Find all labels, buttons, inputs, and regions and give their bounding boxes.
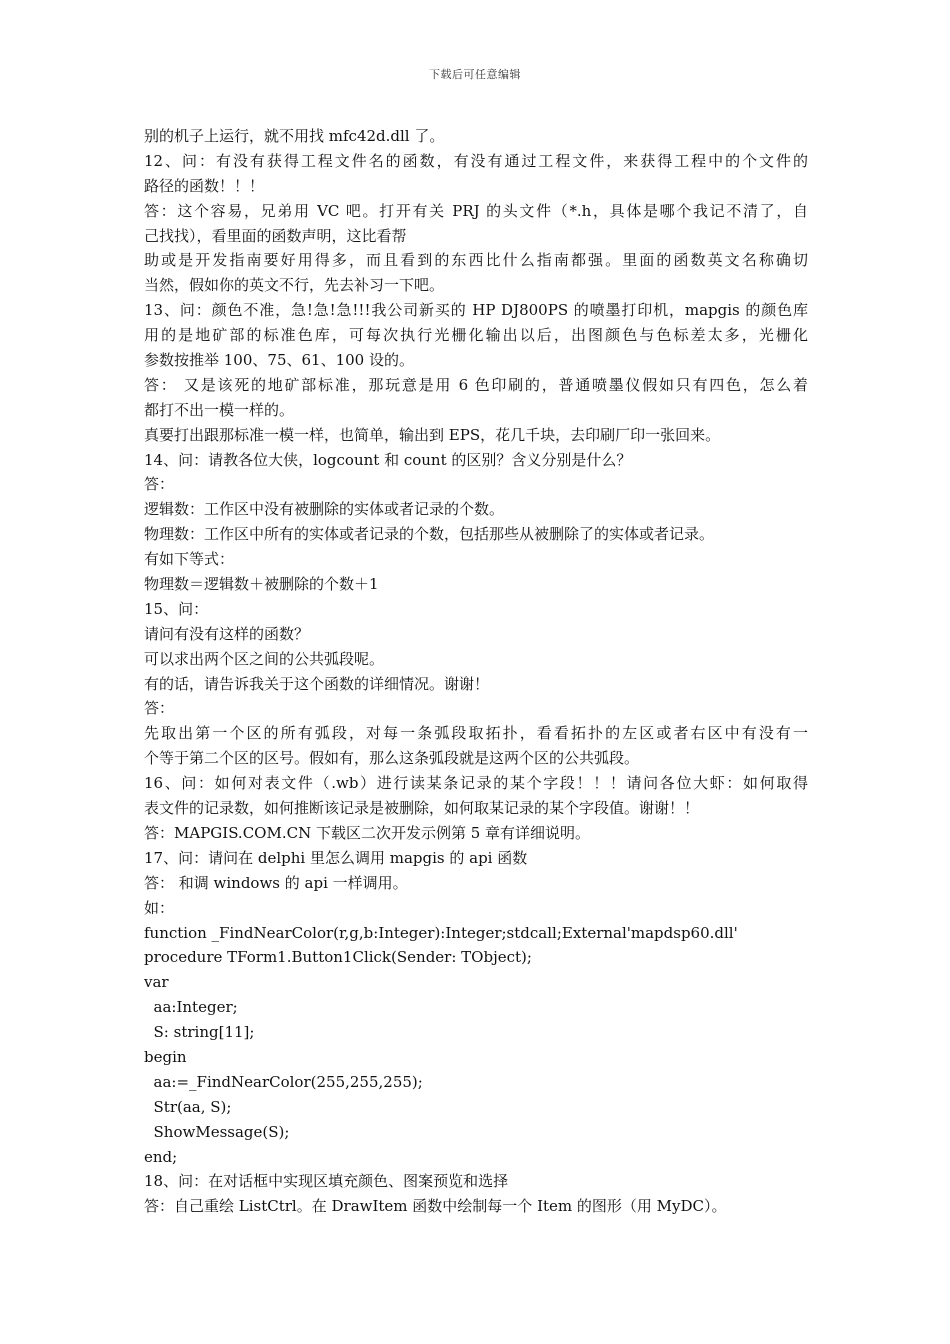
document-body <box>144 124 808 1219</box>
text-line: 17、问：请问在 delphi 里怎么调用 mapgis 的 api 函数 <box>144 848 528 867</box>
text-line: 表文件的记录数，如何推断该记录是被删除，如何取某记录的某个字段值。谢谢！！ <box>144 799 700 818</box>
code-line: procedure TForm1.Button1Click(Sender: TObject); <box>144 948 532 967</box>
text-line: 先取出第一个区的所有弧段，对每一条弧段取拓扑，看看拓扑的左区或者右区中有没有一 <box>144 724 808 743</box>
text-line: 13、问：颜色不准，急!急!急!!!我公司新买的 HP DJ800PS 的喷墨打印机，mapgis 的颜色库 <box>144 301 808 320</box>
text-line: 答： <box>144 475 175 494</box>
text-line: 答： 和调 windows 的 api 一样调用。 <box>144 873 408 892</box>
code-line: ShowMessage(S); <box>144 1122 290 1141</box>
text-line: 答：MAPGIS.COM.CN 下载区二次开发示例第 5 章有详细说明。 <box>144 823 591 842</box>
text-line: 答：自己重绘 ListCtrl。在 DrawItem 函数中绘制每一个 Item 的图形（用 MyDC）。 <box>144 1197 727 1216</box>
code-line: var <box>144 973 169 992</box>
text-line: 答： <box>144 699 175 718</box>
text-line: 己找找），看里面的函数声明，这比看帮 <box>144 226 407 245</box>
code-line: aa:Integer; <box>144 998 238 1017</box>
text-line: 物理数＝逻辑数＋被删除的个数＋1 <box>144 575 379 594</box>
text-line: 参数按推举 100、75、61、100 设的。 <box>144 351 414 370</box>
text-line: 真要打出跟那标准一模一样，也简单，输出到 EPS，花几千块，去印刷厂印一张回来。 <box>144 425 721 444</box>
code-line: end; <box>144 1147 178 1166</box>
text-line: 逻辑数：工作区中没有被删除的实体或者记录的个数。 <box>144 500 505 519</box>
text-line: 别的机子上运行，就不用找 mfc42d.dll 了。 <box>144 127 445 145</box>
text-line: 18、问：在对话框中实现区填充颜色、图案预览和选择 <box>144 1172 509 1191</box>
code-line: aa:=_FindNearColor(255,255,255); <box>144 1072 423 1091</box>
text-line: 16、问：如何对表文件（.wb）进行读某条记录的某个字段！！！请问各位大虾：如何取得 <box>144 774 808 793</box>
text-line: 有的话，请告诉我关于这个函数的详细情况。谢谢！ <box>144 674 490 693</box>
text-line: 可以求出两个区之间的公共弧段呢。 <box>144 649 385 668</box>
page-header: 下载后可任意编辑 <box>429 68 521 81</box>
text-line: 14、问：请教各位大侠，logcount 和 count 的区别？含义分别是什么？ <box>144 450 632 469</box>
code-line: Str(aa, S); <box>144 1097 232 1116</box>
code-line: S: string[11]; <box>144 1023 255 1042</box>
text-line: 如： <box>144 898 175 917</box>
text-line: 用的是地矿部的标准色库，可每次执行光栅化输出以后，出图颜色与色标差太多，光栅化 <box>144 326 808 345</box>
text-line: 当然，假如你的英文不行，先去补习一下吧。 <box>144 276 445 295</box>
text-line: 物理数：工作区中所有的实体或者记录的个数，包括那些从被删除了的实体或者记录。 <box>144 525 715 544</box>
text-line: 助或是开发指南要好用得多，而且看到的东西比什么指南都强。里面的函数英文名称确切 <box>144 251 808 270</box>
text-line: 12、问：有没有获得工程文件名的函数，有没有通过工程文件，来获得工程中的个文件的 <box>144 151 808 170</box>
code-line: begin <box>144 1047 187 1066</box>
code-line: function _FindNearColor(r,g,b:Integer):Integer;stdcall;External'mapdsp60.dll' <box>144 923 738 942</box>
text-line: 答：这个容易，兄弟用 VC 吧。打开有关 PRJ 的头文件（*.h，具体是哪个我记不清了，自 <box>144 201 808 220</box>
text-line: 都打不出一模一样的。 <box>144 400 295 419</box>
text-line: 15、问： <box>144 599 209 618</box>
text-line: 请问有没有这样的函数？ <box>144 624 310 643</box>
text-line: 个等于第二个区的区号。假如有，那么这条弧段就是这两个区的公共弧段。 <box>144 749 640 768</box>
text-line: 有如下等式： <box>144 550 235 569</box>
text-line: 答： 又是该死的地矿部标准，那玩意是用 6 色印刷的，普通喷墨仪假如只有四色，怎么着 <box>144 375 808 394</box>
text-line: 路径的函数！！！ <box>144 176 265 195</box>
